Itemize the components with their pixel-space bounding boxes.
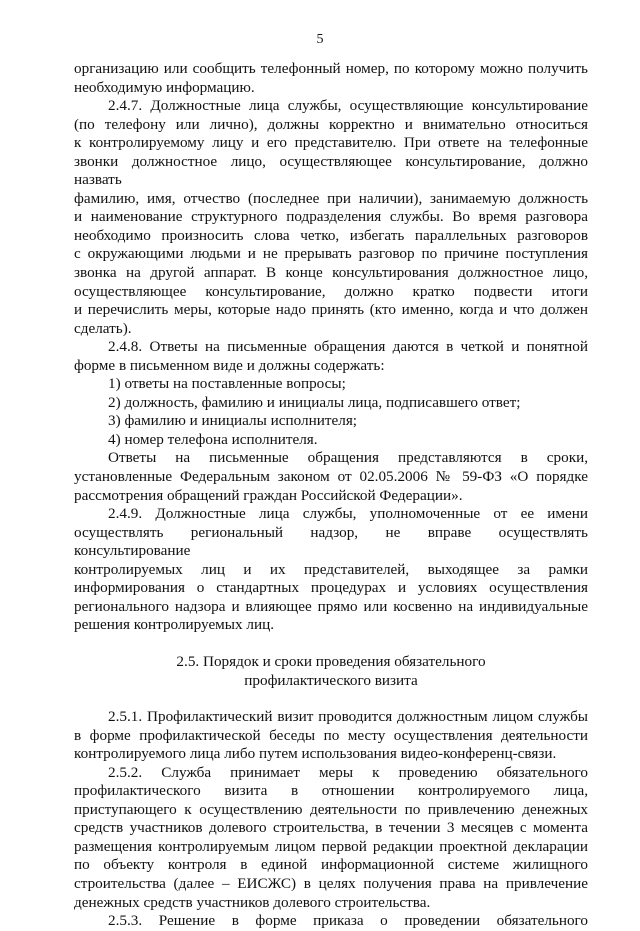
text-line: 2.4.8. Ответы на письменные обращения даются в четкой и понятной: [108, 338, 588, 356]
section-title: [74, 653, 588, 690]
text-line: с окружающими людьми и не прерывать разговор по причине поступления: [74, 245, 588, 263]
text-line: осуществляющее консультирование, должно кратко подвести итоги: [74, 282, 588, 300]
section-title-line: 2.5. Порядок и сроки проведения обязательного: [176, 652, 486, 670]
page-number: 5: [316, 32, 324, 47]
text-line: организацию или сообщить телефонный номер, по которому можно получить: [74, 60, 588, 77]
text-line: 2.5.1. Профилактический визит проводится должностным лицом службы: [108, 708, 588, 726]
paragraph-continued: [74, 60, 588, 97]
text-line: информирования о стандартных процедурах и условиях осуществления: [74, 579, 588, 597]
paragraph-2-4-8: [74, 338, 588, 375]
text-line: фамилию, имя, отчество (последнее при наличии), занимаемую должность: [74, 189, 588, 207]
paragraph-2-4-7: [74, 97, 588, 338]
text-line: звонка на другой аппарат. В конце консультирования должностное лицо,: [74, 264, 588, 282]
text-line: 2.5.2. Служба принимает меры к проведению обязательного: [108, 763, 588, 781]
text-line: по объекту контроля в единой информационной системе жилищного: [74, 856, 588, 874]
text-line: контролируемого лица либо путем использования видео-конференц-связи.: [74, 745, 557, 763]
text-line: необходимо произносить слова четко, избегать параллельных разговоров: [74, 226, 588, 244]
text-line: осуществлять региональный надзор, не вправе осуществлять консультирование: [74, 523, 588, 560]
text-line: форме в письменном виде и должны содержать:: [74, 356, 385, 374]
list-item: 3) фамилию и инициалы исполнителя;: [108, 412, 358, 430]
text-line: 2.5.3. Решение в форме приказа о проведении обязательного: [108, 912, 588, 930]
text-line: 2.4.9. Должностные лица службы, уполномоченные от ее имени: [108, 505, 588, 523]
text-line: рассмотрения обращений граждан Российской Федерации».: [74, 486, 463, 504]
text-line: и перечислить меры, которые надо принять (кто именно, когда и что должен: [74, 301, 588, 319]
text-line: приступающего к осуществлению деятельности по привлечению денежных: [74, 800, 588, 818]
paragraph-2-5-2: [74, 764, 588, 912]
text-line: в форме профилактической беседы по месту осуществления деятельности: [74, 726, 588, 744]
text-line: решения контролируемых лиц.: [74, 616, 275, 634]
text-line: и наименование структурного подразделения службы. Во время разговора: [74, 208, 588, 226]
document-body: [74, 60, 588, 931]
paragraph-answers-terms: [74, 449, 588, 505]
text-line: средств участников долевого строительства, в течении 3 месяцев с момента: [74, 819, 588, 837]
text-line: размещения контролируемым лицом первой редакции проектной декларации: [74, 837, 588, 855]
text-line: регионального надзора и влияющее прямо или косвенно на индивидуальные: [74, 597, 588, 615]
list-item: 2) должность, фамилию и инициалы лица, подписавшего ответ;: [108, 393, 521, 411]
list-item: 1) ответы на поставленные вопросы;: [108, 375, 346, 393]
paragraph-2-5-3: [74, 912, 588, 931]
text-line: денежных средств участников долевого строительства.: [74, 893, 431, 911]
text-line: сделать).: [74, 319, 132, 337]
section-title-line: профилактического визита: [244, 671, 418, 689]
paragraph-2-4-9: [74, 505, 588, 635]
text-line: необходимую информацию.: [74, 78, 255, 96]
text-line: 2.4.7. Должностные лица службы, осуществляющие консультирование: [108, 97, 588, 115]
text-line: звонки должностное лицо, осуществляющее консультирование, должно назвать: [74, 152, 588, 189]
text-line: к контролируемому лицу и его представителю. При ответе на телефонные: [74, 134, 588, 152]
content-list: [74, 375, 588, 449]
text-line: установленные Федеральным законом от 02.05.2006 № 59-ФЗ «О порядке: [74, 468, 588, 486]
text-line: строительства (далее – ЕИСЖС) в целях получения права на привлечение: [74, 874, 588, 892]
text-line: контролируемых лиц и их представителей, выходящее за рамки: [74, 560, 588, 578]
text-line: (по телефону или лично), должны корректно и внимательно относиться: [74, 115, 588, 133]
text-line: профилактического визита в отношении контролируемого лица,: [74, 782, 588, 800]
paragraph-2-5-1: [74, 708, 588, 764]
list-item: 4) номер телефона исполнителя.: [108, 430, 318, 448]
text-line: Ответы на письменные обращения представляются в сроки,: [108, 449, 588, 467]
